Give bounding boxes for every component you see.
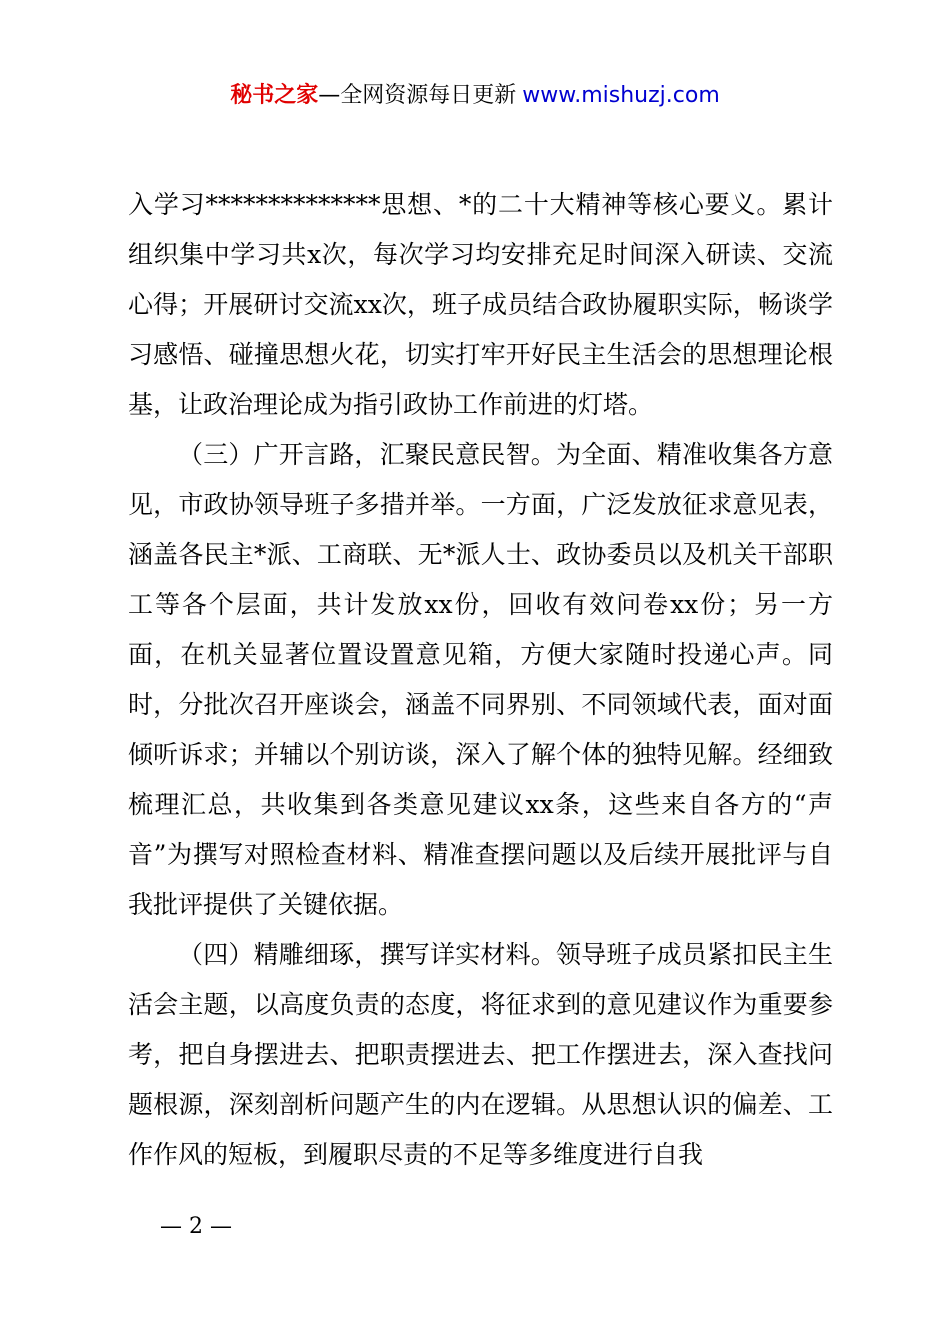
paragraph-section-four: （四）精雕细琢，撰写详实材料。领导班子成员紧扣民主生活会主题，以高度负责的态度，将征求到的意见建议作为重要参考，把自身摆进去、把职责摆进去、把工作摆进去，深入查找问题根源，深刻剖析问题产生的内在逻辑。从思想认识的偏差、工作作风的短板，到履职尽责的不足等多维度进行自我 <box>128 940 833 1169</box>
site-slogan: —全网资源每日更新 <box>318 83 517 108</box>
site-brand: 秘书之家 <box>230 83 319 108</box>
site-header <box>0 78 950 114</box>
paragraph-section-three: （三）广开言路，汇聚民意民智。为全面、精准收集各方意见，市政协领导班子多措并举。一方面，广泛发放征求意见表，涵盖各民主*派、工商联、无*派人士、政协委员以及机关干部职工等各个层面，共计发放xx份，回收有效问卷xx份；另一方面，在机关显著位置设置意见箱，方便大家随时投递心声。同时，分批次召开座谈会，涵盖不同界别、不同领域代表，面对面倾听诉求；并辅以个别访谈，深入了解个体的独特见解。经细致梳理汇总，共收集到各类意见建议xx条，这些来自各方的“声音”为撰写对照检查材料、精准查摆问题以及后续开展批评与自我批评提供了关键依据。 <box>128 440 833 919</box>
paragraph-continuation: 入学习**************思想、*的二十大精神等核心要义。累计组织集中学习共x次，每次学习均安排充足时间深入研读、交流心得；开展研讨交流xx次，班子成员结合政协履职实际，畅谈学习感悟、碰撞思想火花，切实打牢开好民主生活会的思想理论根基，让政治理论成为指引政协工作前进的灯塔。 <box>128 190 833 419</box>
site-url-link[interactable]: www.mishuzj.com <box>522 83 720 108</box>
page-number: — 2 — <box>160 1214 232 1239</box>
document-body <box>128 180 833 1180</box>
